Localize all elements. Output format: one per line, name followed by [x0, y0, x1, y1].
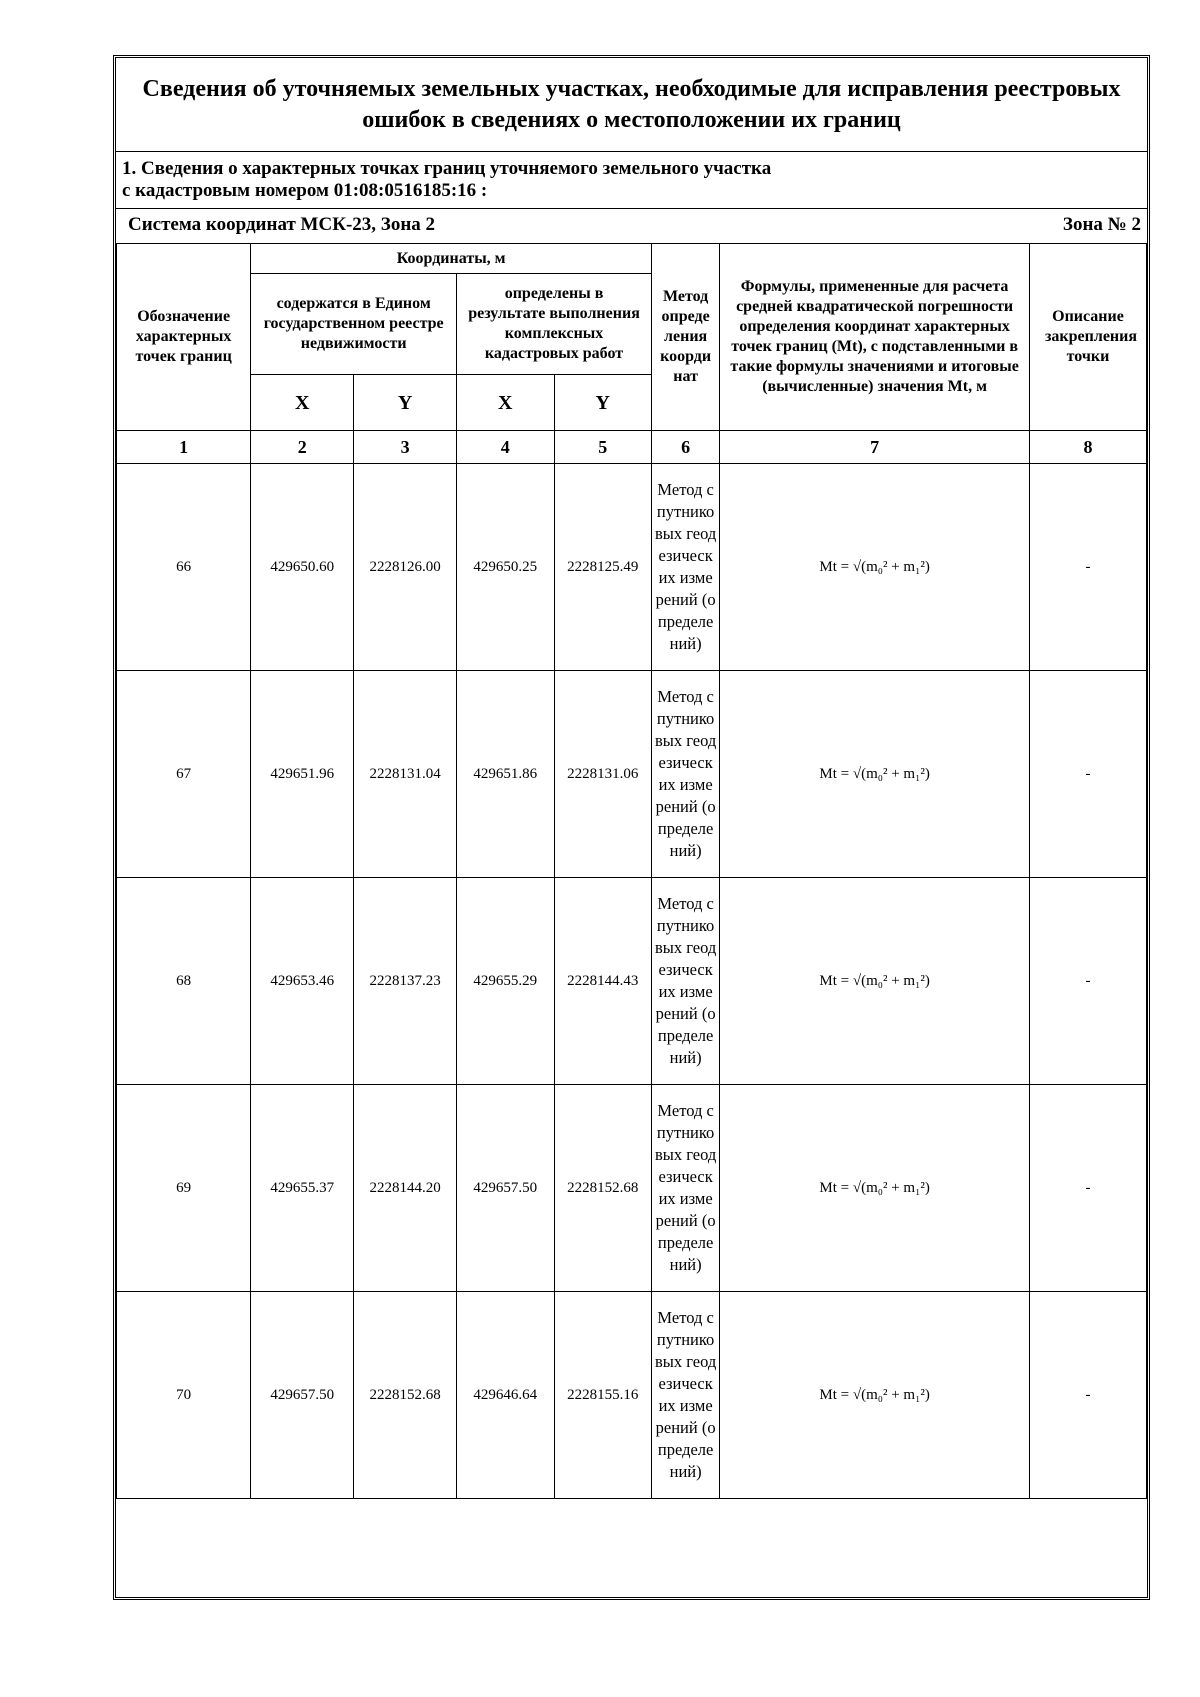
- header-coordinates: Координаты, м: [251, 244, 652, 274]
- x-result: 429655.29: [457, 878, 554, 1085]
- table-row: [117, 1292, 1147, 1499]
- table-row: [117, 878, 1147, 1085]
- point-id: 70: [117, 1292, 251, 1499]
- section-line-2: с кадастровым номером 01:08:0516185:16 :: [122, 180, 488, 201]
- table-row: [117, 464, 1147, 671]
- y-egrn: 2228137.23: [354, 878, 457, 1085]
- zone-label: Зона № 2: [1062, 214, 1141, 235]
- header-x-result: X: [457, 375, 554, 431]
- y-result: 2228144.43: [554, 878, 652, 1085]
- col-number: 5: [554, 431, 652, 464]
- x-egrn: 429655.37: [251, 1085, 354, 1292]
- point-description: -: [1029, 878, 1146, 1085]
- method: Метод спутниковых геодезических измерений (определений): [652, 671, 720, 878]
- document-frame: [113, 55, 1150, 1600]
- x-result: 429651.86: [457, 671, 554, 878]
- x-result: 429650.25: [457, 464, 554, 671]
- formula: Mt = √(m₀² + m₁²): [720, 1292, 1030, 1499]
- header-point-designation: Обозначение характерных точек границ: [117, 244, 251, 431]
- point-description: -: [1029, 671, 1146, 878]
- header-egrn: содержатся в Едином государственном реестре недвижимости: [251, 274, 457, 375]
- x-egrn: 429651.96: [251, 671, 354, 878]
- header-description: Описание закрепления точки: [1029, 244, 1146, 431]
- col-number: 8: [1029, 431, 1146, 464]
- point-id: 68: [117, 878, 251, 1085]
- formula: Mt = √(m₀² + m₁²): [720, 878, 1030, 1085]
- y-result: 2228155.16: [554, 1292, 652, 1499]
- y-egrn: 2228152.68: [354, 1292, 457, 1499]
- col-number: 2: [251, 431, 354, 464]
- formula: Mt = √(m₀² + m₁²): [720, 1085, 1030, 1292]
- col-number: 6: [652, 431, 720, 464]
- coordinate-system-row: [116, 209, 1147, 243]
- y-result: 2228125.49: [554, 464, 652, 671]
- method: Метод спутниковых геодезических измерений (определений): [652, 1292, 720, 1499]
- y-result: 2228152.68: [554, 1085, 652, 1292]
- header-y-egrn: Y: [354, 375, 457, 431]
- point-id: 67: [117, 671, 251, 878]
- x-egrn: 429650.60: [251, 464, 354, 671]
- x-result: 429646.64: [457, 1292, 554, 1499]
- header-x-egrn: X: [251, 375, 354, 431]
- document-title: Сведения об уточняемых земельных участках, необходимые для исправления реестровых ошибок в сведениях о местоположении их границ: [116, 58, 1147, 152]
- point-description: -: [1029, 1292, 1146, 1499]
- formula: Mt = √(m₀² + m₁²): [720, 671, 1030, 878]
- header-y-result: Y: [554, 375, 652, 431]
- header-result: определены в результате выполнения комплексных кадастровых работ: [457, 274, 652, 375]
- table-row: [117, 671, 1147, 878]
- point-id: 69: [117, 1085, 251, 1292]
- section-line-1: 1. Сведения о характерных точках границ уточняемого земельного участка: [122, 158, 772, 179]
- x-egrn: 429657.50: [251, 1292, 354, 1499]
- col-number: 4: [457, 431, 554, 464]
- point-description: -: [1029, 464, 1146, 671]
- x-egrn: 429653.46: [251, 878, 354, 1085]
- method: Метод спутниковых геодезических измерений (определений): [652, 464, 720, 671]
- method: Метод спутниковых геодезических измерений (определений): [652, 1085, 720, 1292]
- table-row: [117, 1085, 1147, 1292]
- coordinate-system: Система координат МСК-23, Зона 2: [128, 214, 436, 235]
- point-id: 66: [117, 464, 251, 671]
- header-formulas: Формулы, примененные для расчета средней квадратической погрешности определения координат характерных точек границ (Mt), с подставленными в такие формулы значениями и итоговые (вычисленные) значения Mt, м: [720, 244, 1030, 431]
- y-egrn: 2228131.04: [354, 671, 457, 878]
- section-heading: [116, 152, 1147, 209]
- y-egrn: 2228144.20: [354, 1085, 457, 1292]
- method: Метод спутниковых геодезических измерений (определений): [652, 878, 720, 1085]
- col-number: 1: [117, 431, 251, 464]
- x-result: 429657.50: [457, 1085, 554, 1292]
- points-table: [116, 243, 1147, 1499]
- formula: Mt = √(m₀² + m₁²): [720, 464, 1030, 671]
- y-egrn: 2228126.00: [354, 464, 457, 671]
- point-description: -: [1029, 1085, 1146, 1292]
- y-result: 2228131.06: [554, 671, 652, 878]
- col-number: 3: [354, 431, 457, 464]
- col-number: 7: [720, 431, 1030, 464]
- header-method: Метод определения координат: [652, 244, 720, 431]
